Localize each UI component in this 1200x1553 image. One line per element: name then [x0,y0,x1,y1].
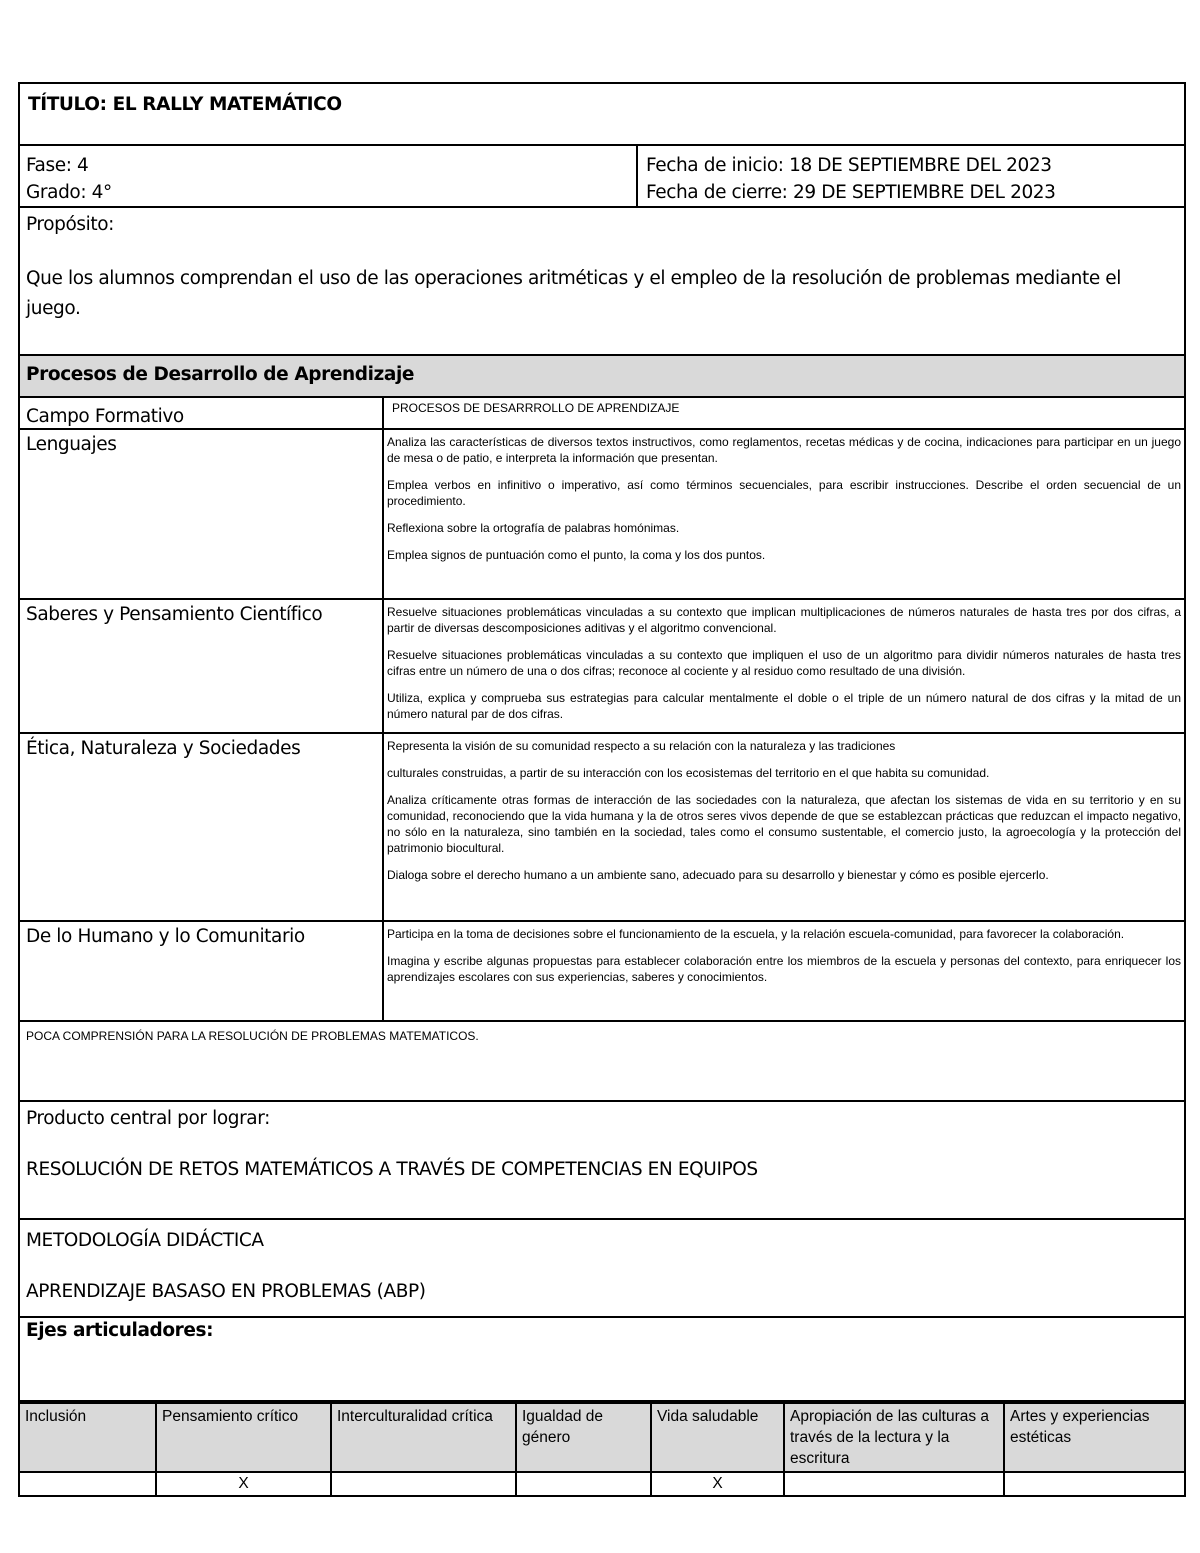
ejes-table [20,1402,1184,1495]
producto-text: RESOLUCIÓN DE RETOS MATEMÁTICOS A TRAVÉS DE COMPETENCIAS EN EQUIPOS [26,1159,758,1180]
eje-label: Artes y experiencias estéticas [1004,1403,1184,1472]
pda-paragraph: Utiliza, explica y comprueba sus estrategias para calcular mentalmente el doble o el triple de un número natural de dos cifras y la mitad de un número natural par de dos cifras. [387,691,1181,721]
planning-sheet [18,82,1186,1497]
ejes-label: Ejes articuladores: [26,1320,214,1341]
eje-label: Pensamiento crítico [156,1403,331,1472]
eje-mark: X [156,1472,331,1495]
campo-name: Lenguajes [20,430,384,598]
campo-row-etica [20,734,1184,922]
pda-paragraph: culturales construidas, a partir de su interacción con los ecosistemas del territorio en el que habita su comunidad. [387,766,990,780]
campo-name: Ética, Naturaleza y Sociedades [20,734,384,920]
pda-paragraph: Resuelve situaciones problemáticas vinculadas a su contexto que impliquen el uso de un algoritmo para dividir números naturales de hasta tres cifras entre un número de una o dos cifras; reconoce al cociente y al residuo como resultado de una división. [387,648,1181,678]
pda-paragraph: Emplea verbos en infinitivo o imperativo, así como términos secuenciales, para escribir instrucciones. Describe el orden secuencial de un procedimiento. [387,478,1181,508]
procesos-heading-row [20,356,1184,398]
fase-row [20,146,1184,208]
fecha-cierre-text: Fecha de cierre: 29 DE SEPTIEMBRE DEL 2023 [646,182,1056,203]
page-title: TÍTULO: EL RALLY MATEMÁTICO [28,94,342,115]
eje-mark [1004,1472,1184,1495]
pda-paragraph: Imagina y escribe algunas propuestas para establecer colaboración entre los miembros de la escuela y personas del contexto, para enriquecer los aprendizajes escolares con sus experiencias, saberes y conocimientos. [387,954,1181,984]
problema-row [20,1022,1184,1102]
pda-paragraph: Analiza críticamente otras formas de interacción de las sociedades con la naturaleza, que afectan los sistemas de vida en su territorio y en su comunidad, reconociendo que la vida humana y la de otros seres vivos depende de que se establezcan prácticas que reduzcan el impacto negativo, no sólo en la naturaleza, sino también en la sociedad, tales como el consumo sustentable, el comercio justo, la agroecología y la protección del patrimonio biocultural. [387,793,1181,855]
campo-content [384,734,1184,920]
ejes-header-row [20,1403,1184,1472]
proposito-row [20,208,1184,356]
pda-paragraph: Reflexiona sobre la ortografía de palabras homónimas. [387,521,680,535]
ejes-marks-row [20,1472,1184,1495]
eje-mark [516,1472,651,1495]
eje-label: Apropiación de las culturas a través de la lectura y la escritura [784,1403,1004,1472]
campo-content [384,600,1184,732]
pda-paragraph: Resuelve situaciones problemáticas vinculadas a su contexto que implican multiplicaciones de números naturales de hasta tres por dos cifras, a partir de diversas descomposiciones aditivas y el algoritmo convencional. [387,605,1181,635]
fase-grado-cell [20,146,638,206]
fechas-cell [638,146,1184,206]
eje-mark [331,1472,516,1495]
campo-name: De lo Humano y lo Comunitario [20,922,384,1020]
campo-row-lenguajes [20,430,1184,600]
pda-paragraph: Analiza las características de diversos textos instructivos, como reglamentos, recetas médicas y de cocina, indicaciones para participar en un juego de mesa o de patio, e interpreta la información que presentan. [387,435,1181,465]
metodologia-text: APRENDIZAJE BASASO EN PROBLEMAS (ABP) [26,1281,426,1302]
eje-label: Vida saludable [651,1403,784,1472]
campo-content [384,430,1184,598]
fecha-inicio-text: Fecha de inicio: 18 DE SEPTIEMBRE DEL 2023 [646,155,1052,176]
eje-mark [20,1472,156,1495]
pda-paragraph: Emplea signos de puntuación como el punto, la coma y los dos puntos. [387,548,766,562]
problema-text: POCA COMPRENSIÓN PARA LA RESOLUCIÓN DE PROBLEMAS MATEMATICOS. [26,1029,479,1043]
campo-header: Campo Formativo [20,398,384,428]
campo-row-humano [20,922,1184,1022]
producto-row [20,1102,1184,1220]
proposito-label: Propósito: [26,214,114,235]
eje-mark [784,1472,1004,1495]
campo-row-saberes [20,600,1184,734]
ejes-label-row [20,1318,1184,1402]
fase-text: Fase: 4 [26,155,89,176]
pda-header: PROCESOS DE DESARRROLLO DE APRENDIZAJE [392,401,680,415]
title-row [20,84,1184,146]
metodologia-row [20,1220,1184,1318]
ejes-table-row [20,1402,1184,1495]
pda-paragraph: Representa la visión de su comunidad respecto a su relación con la naturaleza y las tradiciones [387,739,896,753]
metodologia-label: METODOLOGÍA DIDÁCTICA [26,1230,264,1251]
procesos-heading: Procesos de Desarrollo de Aprendizaje [26,364,415,385]
grado-text: Grado: 4° [26,182,112,203]
campo-header-row [20,398,1184,430]
eje-label: Igualdad de género [516,1403,651,1472]
eje-label: Inclusión [20,1403,156,1472]
eje-label: Interculturalidad crítica [331,1403,516,1472]
campo-name: Saberes y Pensamiento Científico [20,600,384,732]
producto-label: Producto central por lograr: [26,1108,270,1129]
proposito-text: Que los alumnos comprendan el uso de las operaciones aritméticas y el empleo de la resolución de problemas mediante el juego. [26,268,1122,319]
pda-paragraph: Participa en la toma de decisiones sobre el funcionamiento de la escuela, y la relación escuela-comunidad, para favorecer la colaboración. [387,927,1125,941]
eje-mark: X [651,1472,784,1495]
pda-paragraph: Dialoga sobre el derecho humano a un ambiente sano, adecuado para su desarrollo y bienestar y cómo es posible ejercerlo. [387,868,1049,882]
campo-content [384,922,1184,1020]
